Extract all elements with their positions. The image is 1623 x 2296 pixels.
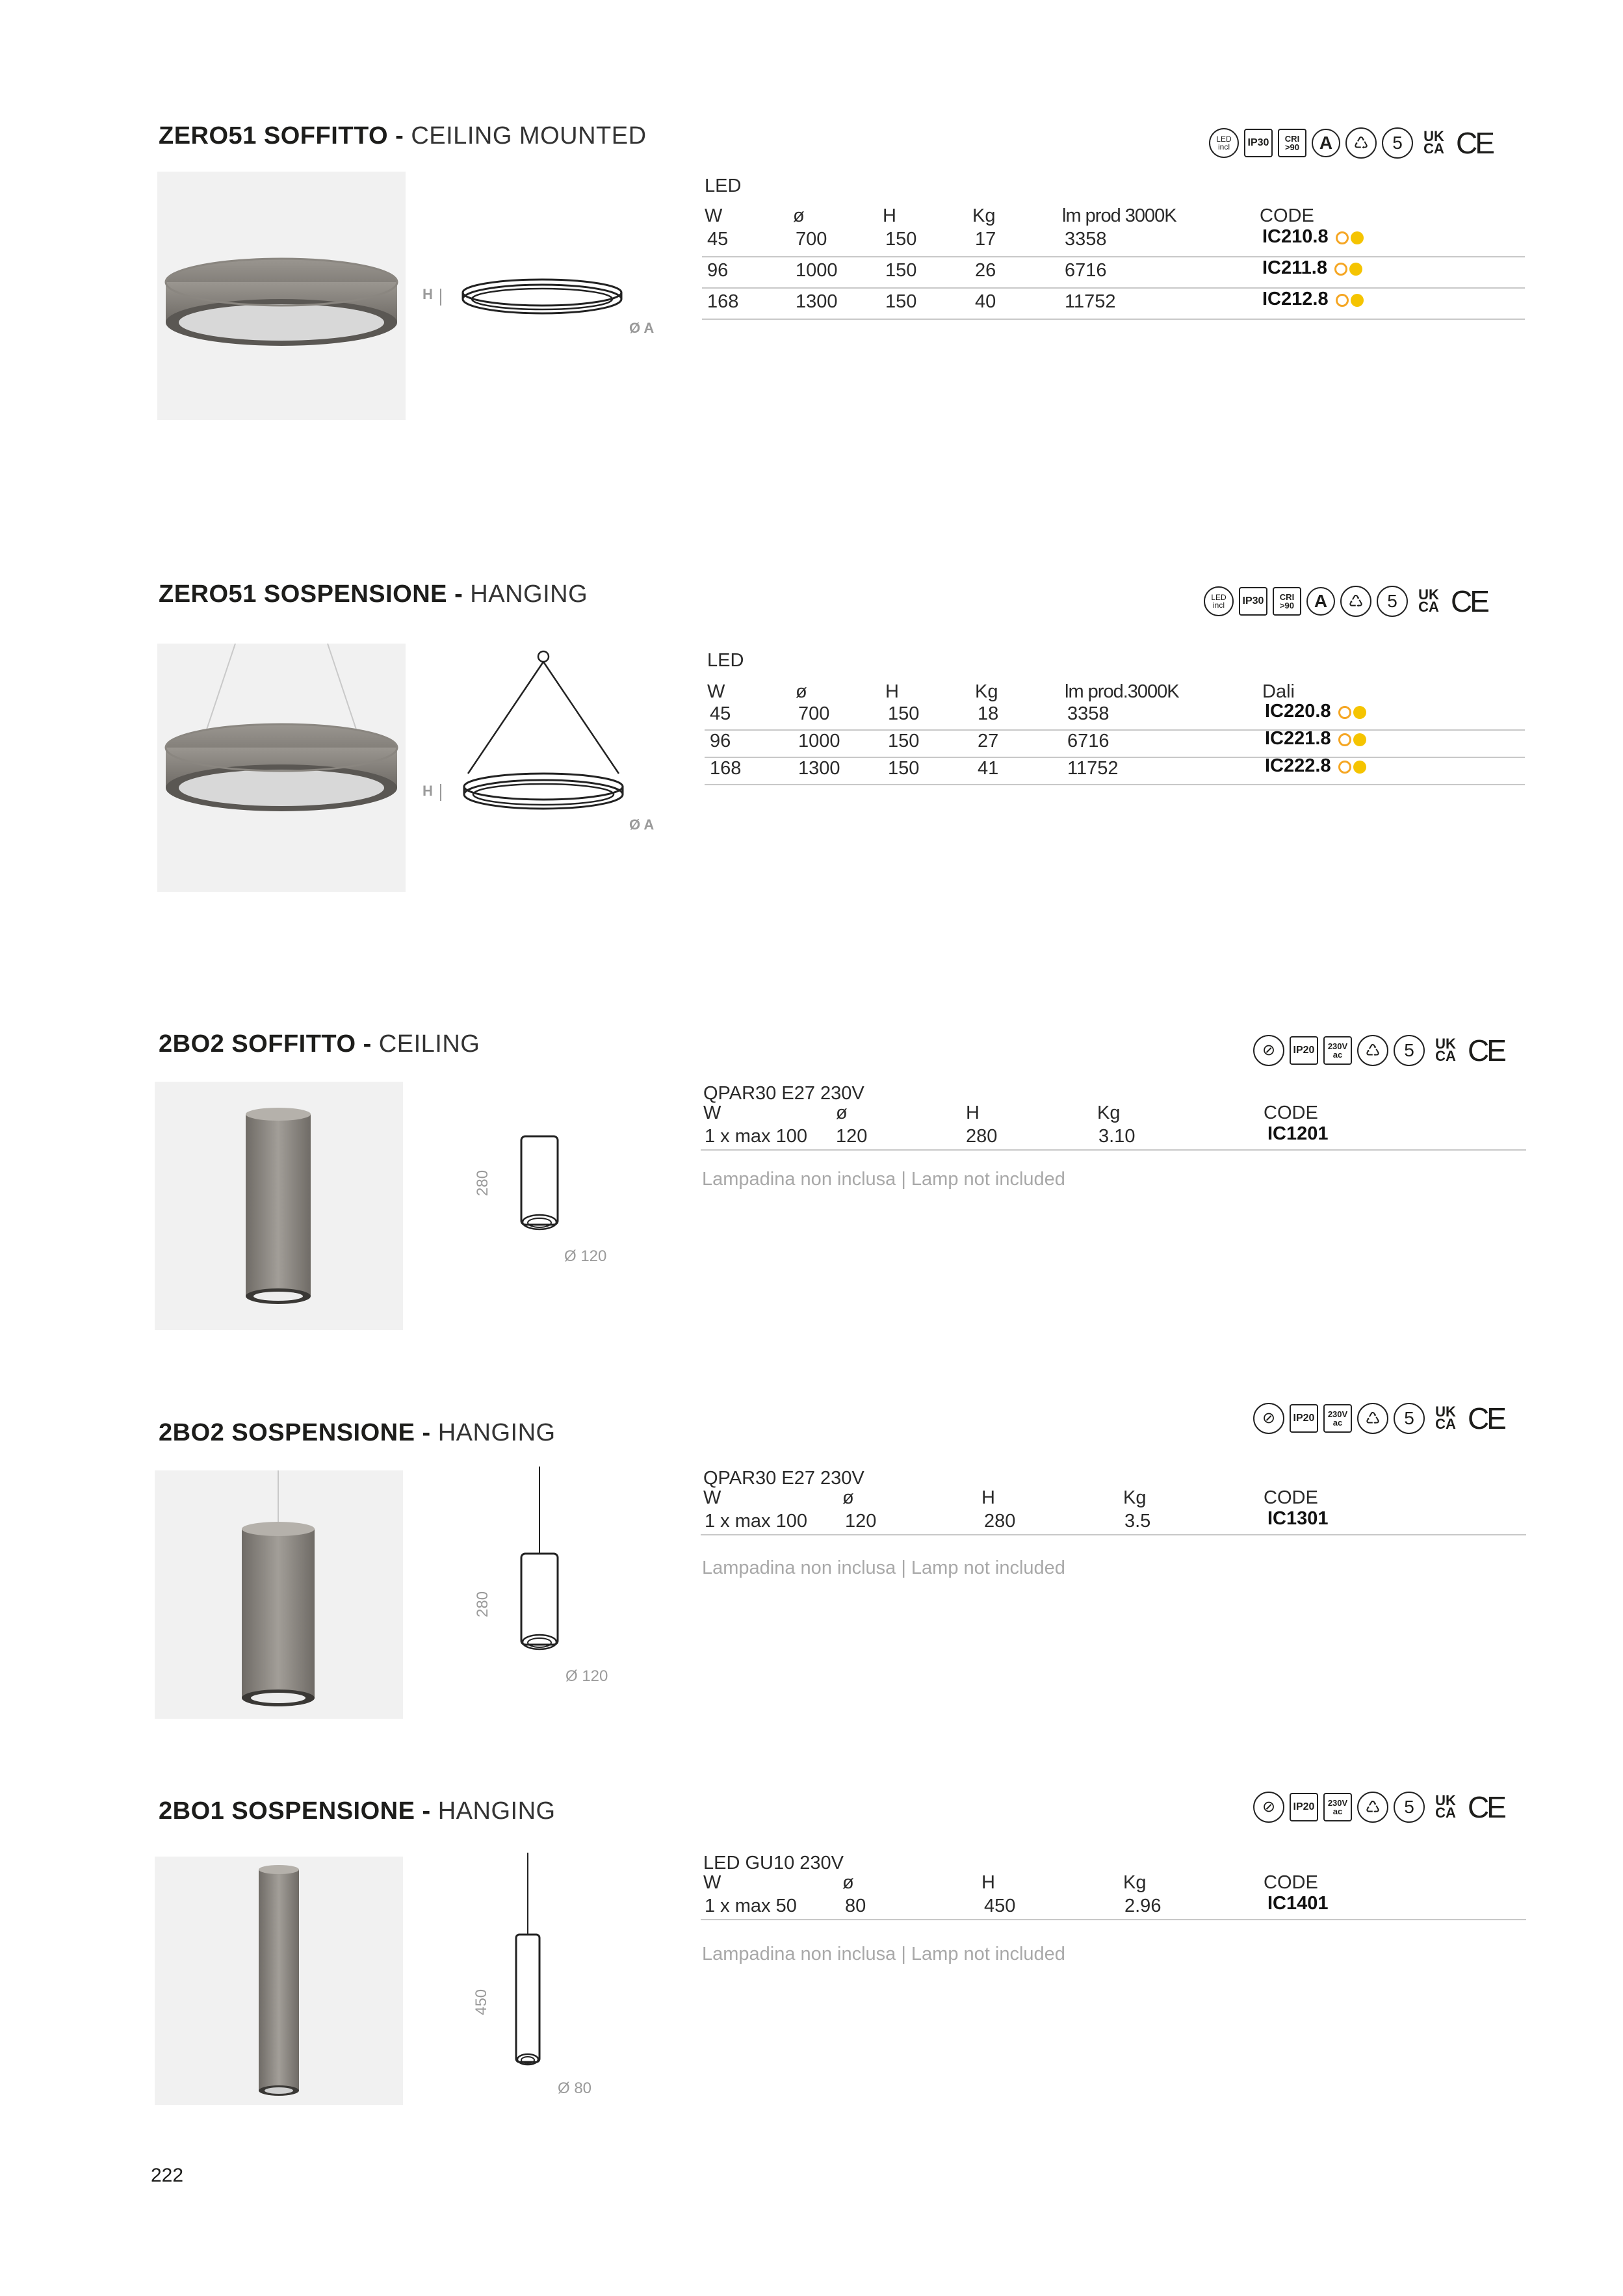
class-a-icon: A <box>1312 129 1340 157</box>
spec-table <box>701 1468 1527 1546</box>
ip20-icon: IP20 <box>1290 1036 1318 1065</box>
header-diameter: ø <box>836 1102 848 1123</box>
warranty-5-icon: 5 <box>1394 1035 1425 1066</box>
table-row: 45 700 150 17 3358 IC210.8 <box>702 228 1525 257</box>
recycle-icon: ♺ <box>1340 586 1371 617</box>
recycle-icon: ♺ <box>1357 1035 1388 1066</box>
product-photo <box>155 1857 403 2105</box>
led-included-icon: LED incl <box>1204 586 1234 616</box>
header-code: CODE <box>1264 1102 1318 1123</box>
230v-ac-icon: 230V ac <box>1323 1793 1352 1821</box>
lamp-note: Lampadina non inclusa | Lamp not included <box>702 1944 1065 1964</box>
certification-icons <box>1253 1031 1505 1070</box>
ukca-icon: UK CA <box>1435 1036 1456 1064</box>
lamp-note: Lampadina non inclusa | Lamp not included <box>702 1558 1065 1578</box>
light-source: QPAR30 E27 230V <box>703 1083 864 1104</box>
product-photo <box>157 644 406 892</box>
color-dots <box>1336 729 1366 750</box>
product-code: IC1301 <box>1267 1508 1329 1529</box>
class-a-icon: A <box>1306 587 1335 616</box>
header-kg: Kg <box>1123 1487 1147 1508</box>
height-label: H <box>422 286 433 302</box>
header-w: W <box>703 1487 721 1508</box>
table-row: 1 x max 100 120 280 3.5 IC1301 <box>701 1508 1526 1535</box>
ukca-icon: UK CA <box>1435 1403 1456 1432</box>
led-included-icon: LED incl <box>1209 128 1239 158</box>
product-code: IC220.8 <box>1265 701 1331 722</box>
product-code: IC210.8 <box>1262 226 1329 247</box>
product-title-bold: ZERO51 SOSPENSIONE - <box>159 581 463 608</box>
product-code: IC1401 <box>1267 1893 1329 1914</box>
header-kg: Kg <box>1123 1872 1147 1893</box>
ce-icon: CE <box>1451 584 1487 618</box>
header-dali: Dali <box>1262 681 1295 702</box>
certification-icons <box>1204 582 1488 621</box>
hanging-ring-lamp-photo <box>157 644 406 892</box>
color-dots <box>1332 258 1362 280</box>
no-led-icon: ⊘ <box>1253 1792 1284 1823</box>
ukca-icon: UK CA <box>1418 586 1439 615</box>
table-row: 96 1000 150 26 6716 IC211.8 <box>702 259 1525 289</box>
product-title <box>159 1419 556 1447</box>
no-led-icon: ⊘ <box>1253 1403 1284 1434</box>
header-diameter: ø <box>793 205 805 226</box>
certification-icons <box>1253 1788 1505 1827</box>
page-number: 222 <box>151 2165 184 2186</box>
header-kg: Kg <box>972 205 996 226</box>
header-code: CODE <box>1264 1487 1318 1508</box>
ip30-icon: IP30 <box>1244 129 1273 157</box>
product-title <box>159 1030 480 1058</box>
spec-table <box>705 650 1527 793</box>
230v-ac-icon: 230V ac <box>1323 1404 1352 1433</box>
warranty-5-icon: 5 <box>1377 586 1408 617</box>
light-source: LED GU10 230V <box>703 1853 844 1873</box>
ukca-icon: UK CA <box>1435 1792 1456 1821</box>
ip30-icon: IP30 <box>1239 587 1267 616</box>
ce-icon: CE <box>1468 1402 1504 1435</box>
product-code: IC212.8 <box>1262 289 1329 309</box>
height-label: 450 <box>473 1989 490 2015</box>
cri-icon: CRI >90 <box>1278 129 1306 157</box>
ip20-icon: IP20 <box>1290 1404 1318 1433</box>
diameter-label: Ø 80 <box>558 2080 592 2097</box>
cri-icon: CRI >90 <box>1273 587 1301 616</box>
header-kg: Kg <box>975 681 998 702</box>
header-code: CODE <box>1260 205 1314 226</box>
product-title-bold: 2BO2 SOFFITTO - <box>159 1030 372 1058</box>
warranty-5-icon: 5 <box>1382 127 1413 159</box>
product-title <box>159 122 647 150</box>
color-dots <box>1334 227 1364 248</box>
header-w: W <box>707 681 725 702</box>
technical-drawing <box>468 1131 624 1271</box>
table-row: 45 700 150 18 3358 IC220.8 <box>705 703 1525 731</box>
header-diameter: ø <box>842 1487 854 1508</box>
color-dots <box>1336 701 1366 723</box>
product-photo <box>157 172 406 420</box>
header-diameter: ø <box>796 681 807 702</box>
product-code: IC1201 <box>1267 1123 1329 1144</box>
header-kg: Kg <box>1097 1102 1121 1123</box>
header-h: H <box>981 1872 995 1893</box>
lamp-note: Lampadina non inclusa | Lamp not included <box>702 1169 1065 1190</box>
diameter-label: Ø A <box>629 320 655 336</box>
header-h: H <box>885 681 899 702</box>
ip20-icon: IP20 <box>1290 1793 1318 1821</box>
hanging-slim-cylinder-lamp-photo <box>155 1857 403 2105</box>
spec-table <box>701 1083 1527 1161</box>
color-dots <box>1336 756 1366 777</box>
header-w: W <box>703 1872 721 1893</box>
certification-icons <box>1209 124 1494 163</box>
product-code: IC211.8 <box>1262 257 1327 278</box>
spec-table <box>701 1853 1527 1931</box>
light-source: LED <box>705 176 742 196</box>
product-title-light: HANGING <box>463 581 588 608</box>
header-diameter: ø <box>842 1872 854 1893</box>
diameter-label: Ø 120 <box>565 1667 608 1685</box>
header-w: W <box>703 1102 721 1123</box>
warranty-5-icon: 5 <box>1394 1403 1425 1434</box>
spec-table <box>702 176 1527 325</box>
height-label: H <box>422 783 433 799</box>
header-w: W <box>705 205 723 226</box>
product-title-light: CEILING MOUNTED <box>404 122 647 150</box>
header-code: CODE <box>1264 1872 1318 1893</box>
recycle-icon: ♺ <box>1357 1792 1388 1823</box>
diameter-label: Ø 120 <box>564 1247 607 1265</box>
hanging-cylinder-lamp-photo <box>155 1470 403 1719</box>
header-h: H <box>883 205 896 226</box>
recycle-icon: ♺ <box>1345 127 1377 159</box>
product-photo <box>155 1082 403 1330</box>
product-title-light: CEILING <box>371 1030 480 1058</box>
product-photo <box>155 1470 403 1719</box>
technical-drawing <box>422 260 656 354</box>
technical-drawing <box>468 1853 611 2103</box>
product-title-light: HANGING <box>430 1419 556 1446</box>
ce-icon: CE <box>1468 1034 1504 1067</box>
table-row: 168 1300 150 40 11752 IC212.8 <box>702 290 1525 320</box>
product-title-bold: 2BO2 SOSPENSIONE - <box>159 1419 431 1446</box>
product-title-bold: 2BO1 SOSPENSIONE - <box>159 1797 431 1825</box>
light-source: LED <box>707 650 744 671</box>
ceiling-ring-lamp-photo <box>157 172 406 420</box>
product-code: IC222.8 <box>1265 755 1331 776</box>
height-label: 280 <box>474 1591 491 1617</box>
product-title-light: HANGING <box>430 1797 556 1825</box>
ukca-icon: UK CA <box>1423 128 1444 157</box>
table-row: 1 x max 50 80 450 2.96 IC1401 <box>701 1893 1526 1920</box>
ceiling-cylinder-lamp-photo <box>155 1082 403 1330</box>
no-led-icon: ⊘ <box>1253 1035 1284 1066</box>
height-label: 280 <box>474 1169 491 1196</box>
header-lumen: lm prod.3000K <box>1065 681 1179 702</box>
header-h: H <box>981 1487 995 1508</box>
product-title <box>159 1797 556 1825</box>
product-title-bold: ZERO51 SOFFITTO - <box>159 122 404 150</box>
light-source: QPAR30 E27 230V <box>703 1468 864 1489</box>
recycle-icon: ♺ <box>1357 1403 1388 1434</box>
diameter-label: Ø A <box>629 816 655 833</box>
table-row: 96 1000 150 27 6716 IC221.8 <box>705 731 1525 758</box>
warranty-5-icon: 5 <box>1394 1792 1425 1823</box>
header-h: H <box>966 1102 980 1123</box>
technical-drawing <box>468 1467 624 1691</box>
ce-icon: CE <box>1456 126 1492 160</box>
technical-drawing <box>422 650 656 842</box>
product-code: IC221.8 <box>1265 728 1331 749</box>
product-title <box>159 581 588 608</box>
table-row: 1 x max 100 120 280 3.10 IC1201 <box>701 1123 1526 1151</box>
ce-icon: CE <box>1468 1790 1504 1824</box>
230v-ac-icon: 230V ac <box>1323 1036 1352 1065</box>
certification-icons <box>1253 1399 1505 1438</box>
header-lumen: lm prod 3000K <box>1062 205 1176 226</box>
color-dots <box>1334 289 1364 311</box>
table-row: 168 1300 150 41 11752 IC222.8 <box>705 758 1525 785</box>
